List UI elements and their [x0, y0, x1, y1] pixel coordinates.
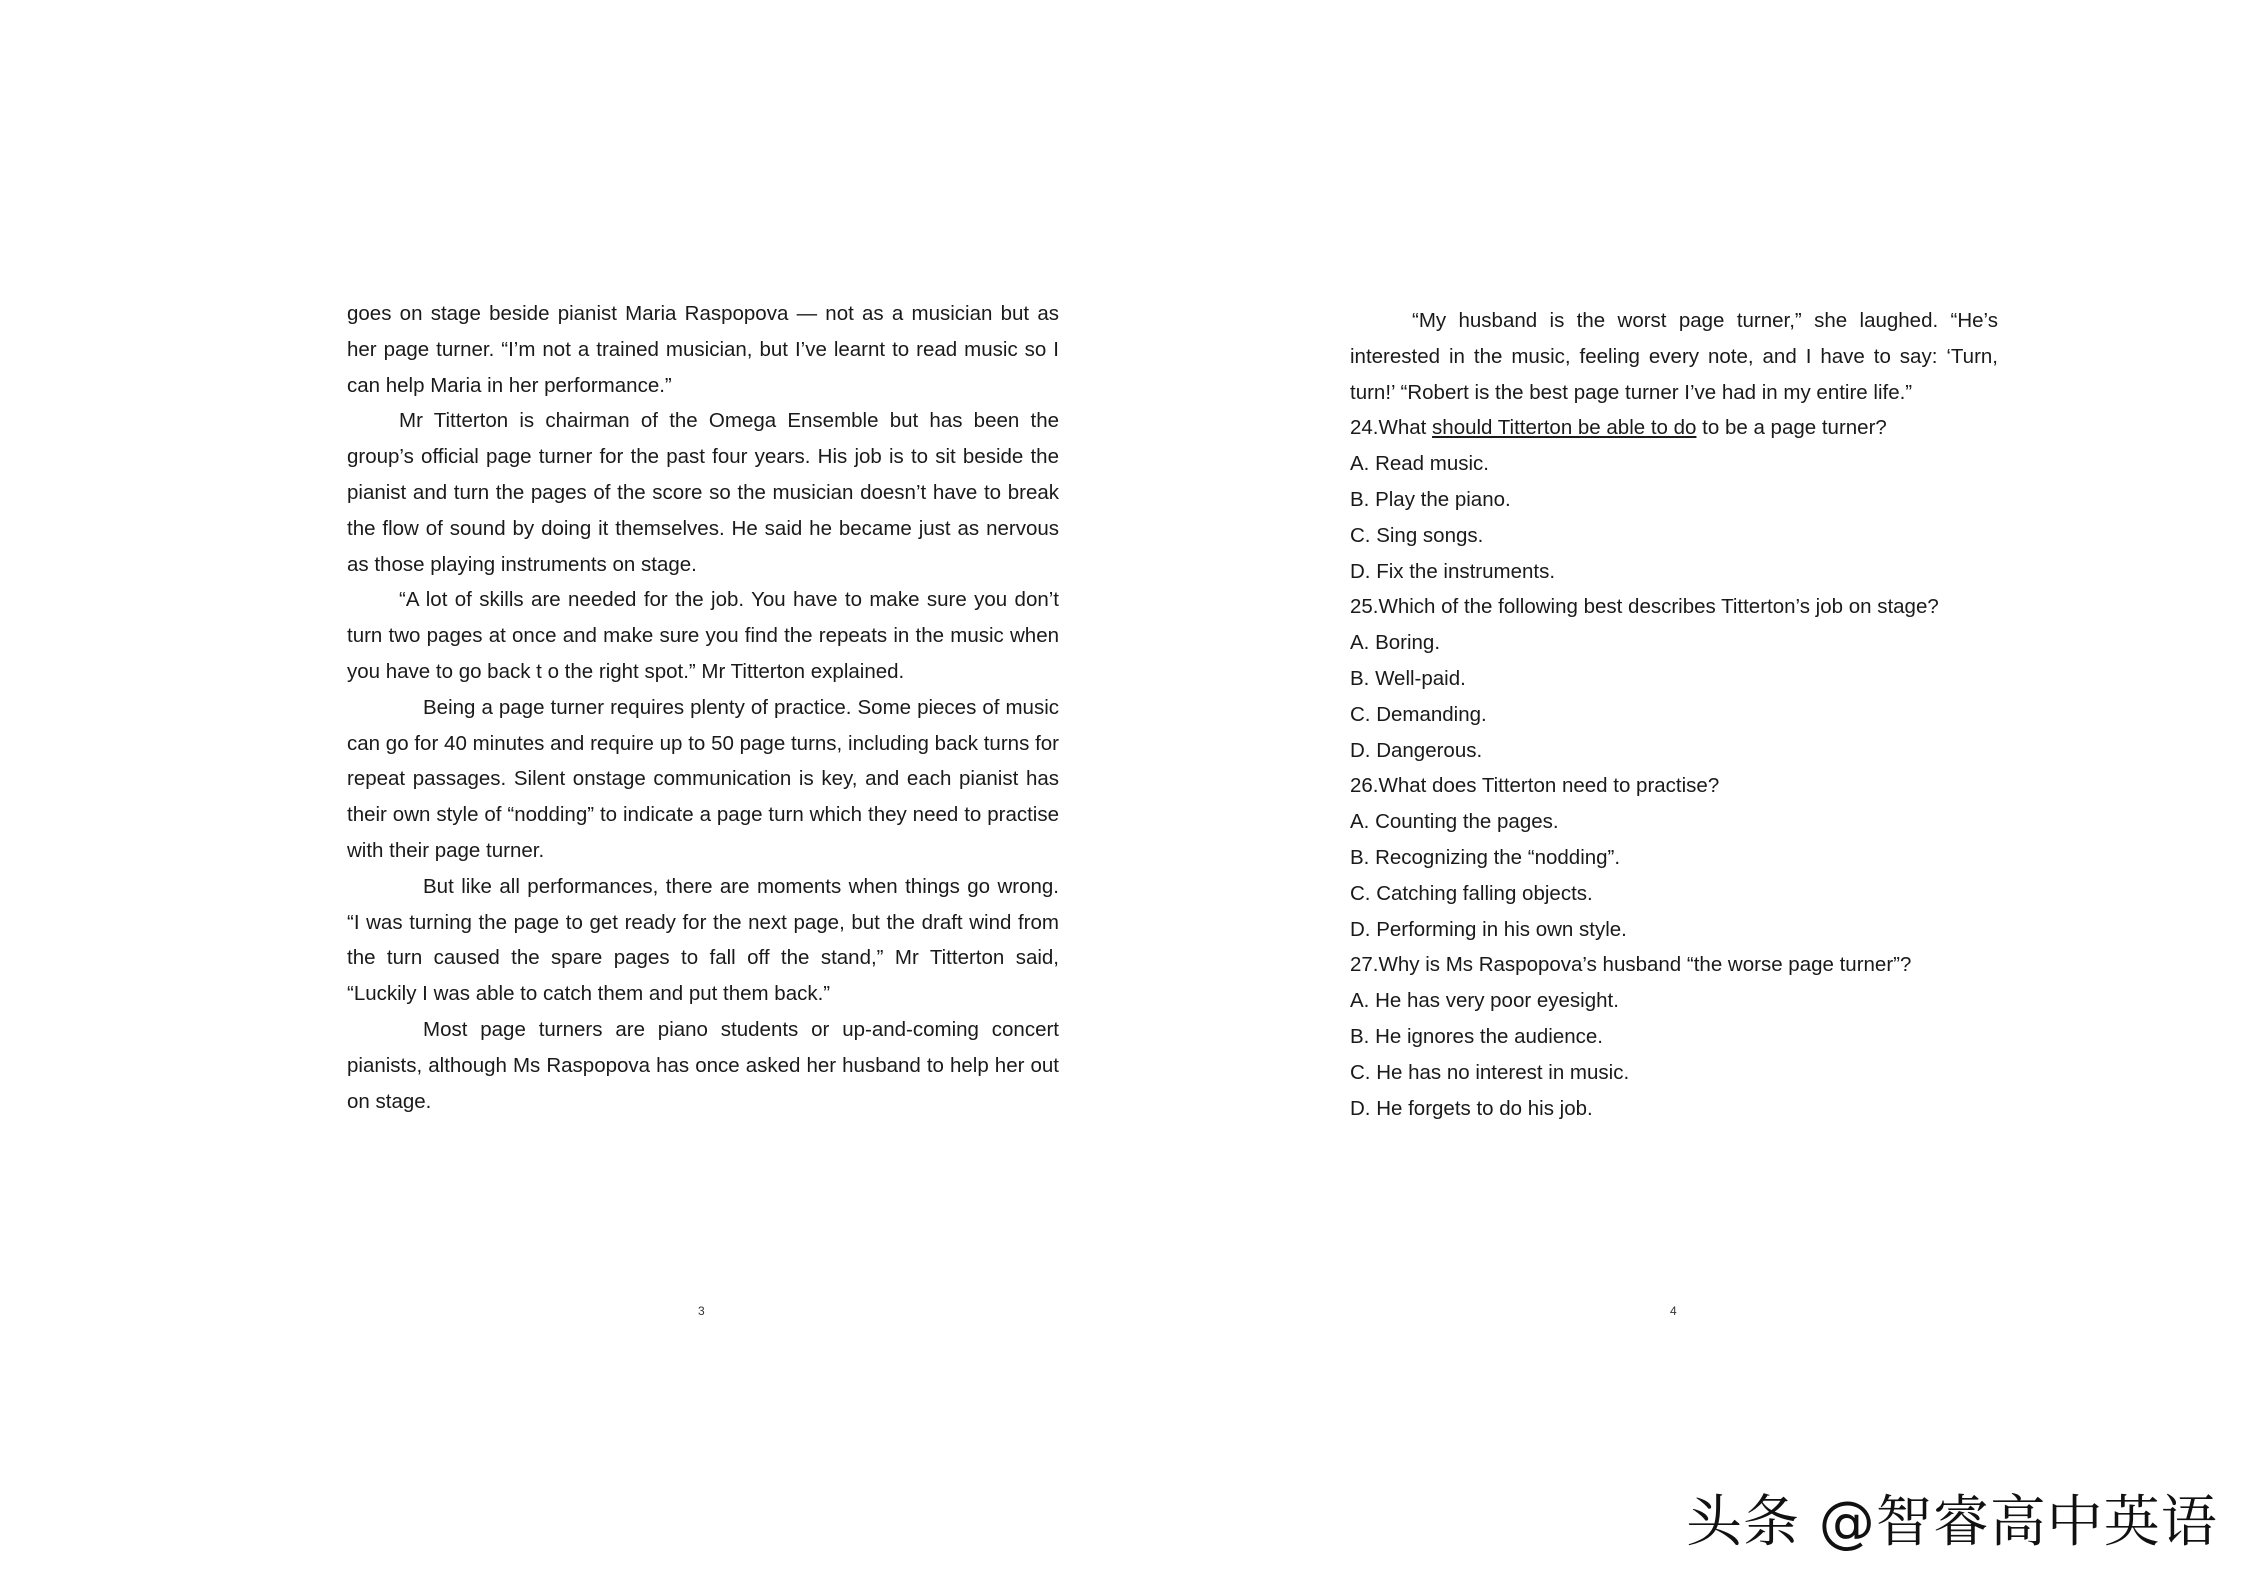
question-25-option-c: C. Demanding.: [1350, 702, 1487, 726]
question-26-option-c: C. Catching falling objects.: [1350, 881, 1593, 905]
passage-paragraph-2: Mr Titterton is chairman of the Omega Ensemble but has been the group’s official page turner for the past four years. His job is to sit beside the pianist and turn the pages of the score so the musician doesn’t have to break the flow of sound by doing it themselves. He said he became just as nervous as those playing instruments on stage.: [347, 409, 1059, 576]
question-25-option-d: D. Dangerous.: [1350, 738, 1483, 762]
questions-text: [1350, 303, 1998, 1126]
page-number-right: 4: [1670, 1304, 1677, 1318]
watermark-text: 头条 @智睿高中英语: [1686, 1490, 2218, 1555]
passage-paragraph-4: Being a page turner requires plenty of practice. Some pieces of music can go for 40 minutes and require up to 50 page turns, including back turns for repeat passages. Silent onstage communication is key, and each pianist has their own style of “nodding” to indicate a page turn which they need to practise with their page turner.: [347, 695, 1059, 862]
question-27-option-c: C. He has no interest in music.: [1350, 1060, 1630, 1084]
question-24-option-c: C. Sing songs.: [1350, 523, 1484, 547]
question-24-stem: [1350, 410, 1998, 446]
right-page: [1122, 0, 2245, 1587]
question-26-option-a: A. Counting the pages.: [1350, 810, 1559, 834]
question-25-option-b: B. Well-paid.: [1350, 666, 1466, 690]
question-24-option-a: A. Read music.: [1350, 452, 1489, 476]
question-24-option-d: D. Fix the instruments.: [1350, 559, 1556, 583]
page-number-left: 3: [698, 1304, 705, 1318]
question-26-option-b: B. Recognizing the “nodding”.: [1350, 845, 1621, 869]
passage-paragraph-6: Most page turners are piano students or up-and-coming concert pianists, although Ms Raspopova has once asked her husband to help her out on stage.: [347, 1017, 1059, 1113]
passage-paragraph-1: goes on stage beside pianist Maria Raspopova — not as a musician but as her page turner. “I’m not a trained musician, but I’ve learnt to read music so I can help Maria in her performance.”: [347, 302, 1059, 397]
question-24-stem-end: to be a page turner?: [1696, 416, 1887, 440]
passage-paragraph-3: “A lot of skills are needed for the job. You have to make sure you don’t turn two pages at once and make sure you find the repeats in the music when you have to go back t o the right spot.” Mr Titterton explained.: [347, 588, 1059, 683]
question-25-option-a: A. Boring.: [1350, 631, 1441, 655]
question-24-option-b: B. Play the piano.: [1350, 487, 1511, 511]
question-26-stem: 26.What does Titterton need to practise?: [1350, 774, 1720, 798]
question-27-option-d: D. He forgets to do his job.: [1350, 1096, 1593, 1120]
passage-paragraph-5: But like all performances, there are moments when things go wrong. “I was turning the page to get ready for the next page, but the draft wind from the turn caused the spare pages to fall off the stand,” Mr Titterton said, “Luckily I was able to catch them and put them back.”: [347, 874, 1059, 1006]
question-27-option-b: B. He ignores the audience.: [1350, 1024, 1603, 1048]
question-24-stem-start: 24.What: [1350, 416, 1433, 440]
question-26-option-d: D. Performing in his own style.: [1350, 917, 1627, 941]
question-25-stem: 25.Which of the following best describes Titterton’s job on stage?: [1350, 595, 1939, 619]
question-24-underlined-phrase: should Titterton be able to do: [1432, 416, 1697, 440]
passage-closing-paragraph: “My husband is the worst page turner,” she laughed. “He’s interested in the music, feeling every note, and I have to say: ‘Turn, turn!’ “Robert is the best page turner I’ve had in my entire life.”: [1350, 309, 1998, 404]
question-27-stem: 27.Why is Ms Raspopova’s husband “the worse page turner”?: [1350, 953, 1912, 977]
passage-text: [347, 296, 1059, 1119]
question-27-option-a: A. He has very poor eyesight.: [1350, 989, 1619, 1013]
left-page: [0, 0, 1122, 1587]
